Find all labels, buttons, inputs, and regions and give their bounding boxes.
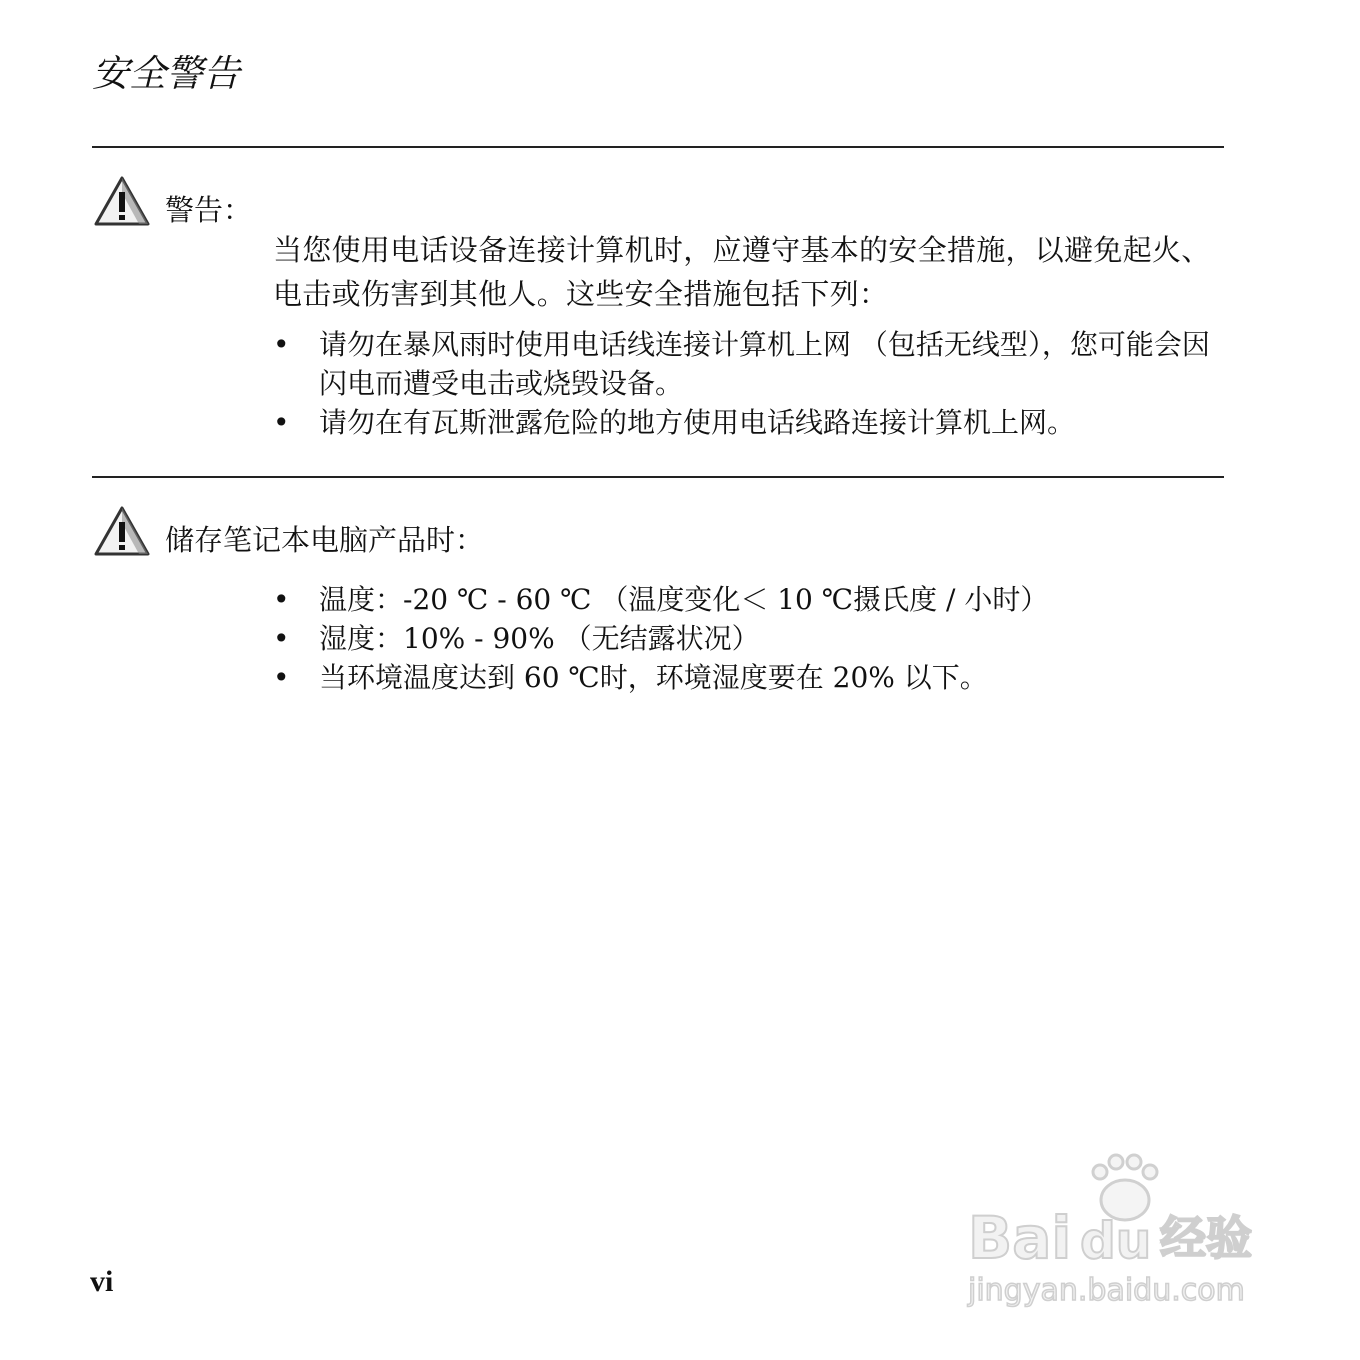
list-item-text: 请勿在暴风雨时使用电话线连接计算机上网 （包括无线型），您可能会因闪电而遭受电击或烧毁设备。 bbox=[319, 328, 1210, 400]
page-number: vi bbox=[90, 1265, 114, 1298]
list-item bbox=[273, 619, 1223, 658]
top-divider bbox=[92, 146, 1224, 148]
warning-intro: 当您使用电话设备连接计算机时，应遵守基本的安全措施，以避免起火、电击或伤害到其他人。这些安全措施包括下列： bbox=[273, 233, 1211, 311]
list-item bbox=[273, 658, 1223, 697]
list-item-text: 当环境温度达到 60 ℃时，环境湿度要在 20% 以下。 bbox=[319, 661, 988, 694]
watermark-url: jingyan.baidu.com bbox=[968, 1273, 1245, 1308]
warning-triangle-icon bbox=[93, 174, 151, 228]
bullet-dot: • bbox=[273, 583, 290, 616]
list-item-text: 湿度：10% - 90% （无结露状况） bbox=[319, 622, 760, 655]
page-title: 安全警告 bbox=[92, 52, 240, 95]
list-item-text: 温度：-20 ℃ - 60 ℃ （温度变化＜ 10 ℃摄氏度 / 小时） bbox=[319, 583, 1049, 616]
baidu-watermark-logo bbox=[960, 1150, 1290, 1320]
bullet-dot: • bbox=[273, 622, 290, 655]
list-item bbox=[273, 325, 1223, 403]
list-item bbox=[273, 580, 1223, 619]
warning-bullet-list bbox=[273, 325, 1223, 442]
bullet-dot: • bbox=[273, 406, 290, 439]
storage-bullet-list bbox=[273, 580, 1223, 697]
storage-label: 储存笔记本电脑产品时： bbox=[165, 523, 485, 557]
warning-label: 警告： bbox=[165, 193, 253, 227]
bullet-dot: • bbox=[273, 661, 290, 694]
watermark-brand: Bai bbox=[968, 1204, 1072, 1272]
watermark-brand-du: du bbox=[1080, 1212, 1152, 1270]
watermark-suffix: 经验 bbox=[1160, 1211, 1252, 1265]
list-item-text: 请勿在有瓦斯泄露危险的地方使用电话线路连接计算机上网。 bbox=[319, 406, 1076, 439]
warning-triangle-icon bbox=[93, 504, 151, 558]
middle-divider bbox=[92, 476, 1224, 478]
list-item bbox=[273, 403, 1223, 442]
bullet-dot: • bbox=[273, 328, 290, 361]
